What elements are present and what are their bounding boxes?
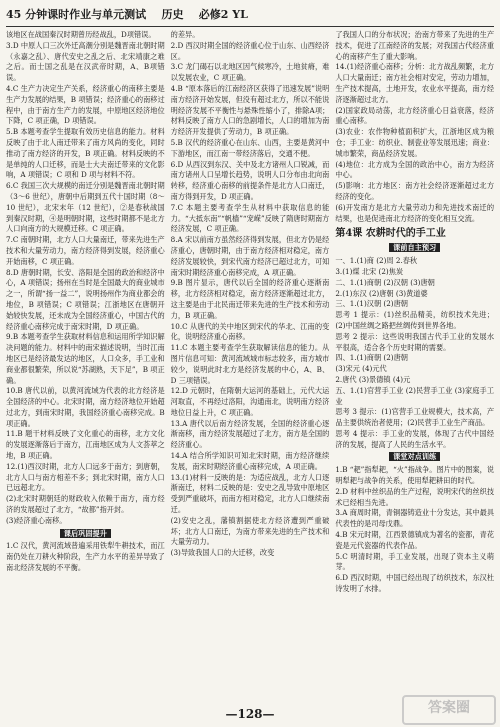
edition-label: 必修2 YL [198,8,248,21]
answer-paragraph: 三、1.(1)汉朝 (2)唐朝 [335,299,408,309]
answer-paragraph: 7.C 本题主要考查学生从材料中获取信息的能力。“大抵东南”“帆樯”“宠嵘”反映了隋唐时期南方经济发展，C 项正确。 [170,202,330,234]
answer-paragraph: (3)经济重心南移。 [6,515,67,525]
column-left [6,30,165,695]
answer-paragraph: 2.D 材料中丝织品的生产过程，说明宋代的丝织技术已经相当先进。 [335,486,495,507]
answer-paragraph: 思考 2 提示：这些说明我国古代手工业的发展水平很高，适合各个历史时期的需要。 [335,331,495,352]
answer-paragraph: (6)开发南方是北方大量劳动力和先进技术南迁的结果，也是促进南北方经济的变化相互交流。 [335,202,495,223]
answer-paragraph: 3.D 中原人口三次外迁高潮分别是魏晋南北朝时期（永嘉之乱）、唐代安史之乱之后、北宋靖康之难之后。而士国之乱是在汉武帝时期，A、B项错误。 [6,40,165,83]
page-number: —128— [225,707,275,721]
answer-paragraph: 思考 3 提示：(1)官营手工业规模大，技术高，产品主要供统治者使用；(2)民营手工业生产商品。 [335,407,495,428]
answer-paragraph: 思考 4 提示：手工业的发展，体现了古代中国经济的发展，提高了人民的生活水平。 [335,428,495,449]
answer-paragraph: 6.D 从西汉到东汉、关中及北方诸州人口锐减，而南方诸州人口呈增长趋势，说明人口分布由北向南转移，经济重心南移的前提条件是北方人口南迁，南方得到开发，D 项正确。 [170,159,330,201]
answer-paragraph: 2.(1)东汉 (2)唐朝 (3)黄道婆 [335,288,428,298]
answer-paragraph: 了我国人口的分布状况；治南方带来了先进的生产技术，促进了江南经济的发展；对我国古代经济重心的南移产生了重大影响。 [335,30,495,61]
answer-paragraph: 1.B “耙”指犁耙，“火”指战争。图片中的图案，说明犁耙与战争的关系，使用犁耙耕田的时代。 [335,465,495,486]
answer-paragraph: 4.C 生产力决定生产关系，经济重心的南移主要是生产力发展的结果，B 项错误；经济重心的南移过程中，由于南方生产力的发展，中原地区经济地位下降，C 项正确，D 项错误。 [6,83,165,126]
answer-paragraph: 的差异。 [170,30,200,39]
book-title: 45 分钟课时作业与单元测试 [6,8,147,21]
answer-paragraph: 3.(1)煤 北宋 (2)焦炭 [335,266,404,276]
answer-paragraph: (2)北宋时期朝廷的财政收入依赖于南方，南方经济的发展超过了北方，“故都”指开封。 [6,494,165,515]
section-heading: 课堂对点训练 [335,452,494,463]
answer-paragraph: 2.唐代 (3)景德镇 (4)元 [335,374,411,384]
answer-paragraph: (3)宋元 (4)元代 [335,364,387,374]
answer-paragraph: 14.A 结合所学知识可知北宋时期，南方经济继续发展，南宋时期经济重心南移完成，A 项正确。 [170,451,330,471]
answer-paragraph: 7.C 南朝时期，北方人口大量南迁，带来先进生产技术和大量劳动力，南方经济得到发展，经济重心开始南移，C 项正确。 [6,235,165,266]
answer-paragraph: (3)导致我国人口的大迁移，改变 [170,548,275,558]
answer-paragraph: 6.D 西汉时期，中国已经出现了纺织技术，东汉杜诗发明了水排。 [335,573,495,594]
answer-paragraph: 一、1.(1)商 (2)周 2.春秋 [335,256,418,266]
answer-paragraph: 11.B 题干材料反映了文化重心的南移，北方文化的发展逐渐落后于南方，江南地区成为人文荟萃之地，B 项正确。 [6,429,165,461]
answer-paragraph: 10.C 从唐代的关中地区到宋代的华北、江南的变化，说明经济重心南移。 [170,321,330,342]
answer-paragraph: 5.B 本题考查学生提取有效历史信息的能力。材料反映了由于北人南迁带来了南方风尚的变化，同时推动了南方经济的开发，B 项正确。材料反映的不是单纯的人口迁移，而是士大夫南迁带来的文化影响，A 项错误；C 项和 D 项与材料不符。 [6,127,165,180]
answer-paragraph: 12.(1)西汉时期，北方人口远多于南方；到唐朝，北方人口与南方相差不多；到北宋时期，南方人口已远超北方。 [6,461,165,493]
answer-paragraph: (3)农业：农作物种植面积扩大，江浙地区成为粮仓；手工业：纺织业、制瓷业等发展迅速；商业：城市繁荣，商品经济发展。 [335,127,495,158]
answer-paragraph: (2)国家政局动荡，北方经济重心日益衰落，经济重心南移。 [335,105,495,126]
answer-paragraph: 13.(1)材料一反映的是：为适应战乱，北方人口逐渐南迁，材料二反映的是：安史之乱导致中原地区受到严重破坏，而南方相对稳定，北方人口继续南迁。 [170,472,330,515]
lesson-title: 第4课 农耕时代的手工业 [335,228,446,240]
answer-paragraph: 11.C 本题主要考查学生获取解读信息的能力。从图片信息可知：黄河流域城市标志较多，南方城市较少，说明此时北方是经济发展的中心，A、B、D 三项错误。 [170,343,330,385]
column-right [335,30,494,695]
section-heading: 课前自主预习 [335,243,494,254]
answer-paragraph: 五、1.(1)官营手工业 (2)民营手工业 (3)家庭手工业 [335,385,495,406]
answer-paragraph: 4.B “原本落后的江南经济区获得了迅速发展”说明南方经济开始发展，但没有超过北方，所以不能说明经济发展不平衡性与悬殊性缩小了，排除A项；材料反映了南方人口的急剧增长，人口的增加为南方经济开发提供了劳动力，B 项正确。 [170,83,330,137]
answer-paragraph: 4.B 宋元时期，江西景德镇成为著名的瓷都，青花瓷是元代瓷器的代表作品。 [335,530,495,550]
column-middle [171,30,330,695]
answer-paragraph: (4)地位：北方成为全国的政治中心，南方为经济中心。 [335,159,495,180]
answer-paragraph: 10.B 唐代以前，以黄河流域为代表的北方经济是全国经济的中心。北宋时期，南方经济地位开始超过北方，到南宋时期，我国经济重心南移完成。B 项正确。 [6,386,165,428]
answer-paragraph: 9.B 本题考查学生获取材料信息和运用所学知识解决问题的能力。材料中的南宋描述说明，当时江南地区已是经济最发达的地区，人口众多，手工业和商业都很繁荣，所以说“苏湖熟，天下足”，B 项正确。 [6,332,165,385]
answer-paragraph: 3.C 龙门碣石以北地区因气候寒冷，土地贫瘠，难以发展农业，C 项正确。 [170,62,330,83]
answer-paragraph: 8.A 宋以前南方虽然经济得到发展，但北方仍是经济重心，唐朝时期，由于南方经济相对稳定，南方经济发展较快，到宋代南方经济已超过北方，可知南宋时期经济重心南移完成，A 项正确。 [170,235,330,277]
watermark-logo: 答案圈 [402,695,496,725]
answer-paragraph: 思考 1 提示：(1)丝织品精美，纺织技术先进；(2)中国丝绸之路把丝绸传到世界各地。 [335,310,495,330]
answer-paragraph: 14.(1)经济重心南移；分析：北方战乱频繁，北方人口大量南迁；南方社会相对安定，劳动力增加，生产技术提高，土地开发，农业水平提高，南方经济逐渐超过北方。 [335,62,495,104]
answer-paragraph: 8.D 唐朝时期，长安、洛阳是全国的政治和经济中心，A 项错误；扬州在当时是全国最大的商业城市之一，所谓“扬一益二”，说明扬州作为商业都会的地位，B 项错误；C 项错误；江浙地区在唐朝开始较快发展，还未成为全国经济重心，中国古代的经济重心南移完成于南宋时期，D 项正确。 [6,267,165,331]
answer-paragraph: 5.C 明清时期，手工业发展，出现了资本主义萌芽。 [335,551,495,572]
section-heading: 课后巩固提升 [6,529,165,540]
content-columns [6,30,494,695]
subject-label: 历史 [161,8,184,21]
answer-paragraph: 二、1.(1)商朝 (2)汉朝 (3)唐朝 [335,277,435,287]
page-header [6,4,494,27]
answer-paragraph: 2.D 西汉时期全国的经济重心位于山东、山西经济区。 [170,40,330,61]
answer-paragraph: 9.B 图片显示，唐代以后全国的经济重心逐渐南移，北方经济相对稳定，南方经济逐渐超过北方，这主要是由于北民南迁带来先进的生产技术和劳动力，B 项正确。 [170,278,330,320]
answer-paragraph: 5.B 汉代的经济重心在山东、山西，主要是黄河中下游地区，而江南一带经济落后，交通不便。 [170,137,330,158]
answer-paragraph: 该地区在战国秦汉时期曾历经战乱，D项错误。 [6,30,156,39]
answer-paragraph: (5)影响：北方地区：南方社会经济逐渐超过北方经济的变化。 [335,181,495,201]
answer-paragraph: 3.A 商周时期，青铜器铸造业十分发达，其中最具代表性的是司母戊鼎。 [335,508,495,529]
answer-paragraph: 12.D 元朝时，在隋朝大运河的基础上，元代大运河取直，不再经过洛阳，沟通南北，说明南方经济地位日益上升，C 项正确。 [170,386,330,417]
answer-paragraph: 13.A 唐代以后南方经济发展，全国的经济重心逐渐南移，南方经济发展超过了北方，南方是全国的经济重心。 [170,418,330,450]
answer-paragraph: (2)安史之乱，藩镇割据使北方经济遭到严重破坏；北方人口南迁，为南方带来先进的生产技术和大量劳动力。 [170,515,330,547]
answer-paragraph: 四、1.(1)商朝 (2)唐朝 [335,353,408,363]
answer-paragraph: 1.C 汉代，黄河流域普遍采用铁犁牛耕技术，而江南仍处在刀耕火种阶段，生产力水平的差异导致了南北经济发展的不平衡。 [6,541,165,573]
answer-paragraph: 6.C 我国三次大规模的南迁分别是魏晋南北朝时期（3～6 世纪），唐朝中后期到五代十国时期（8～10 世纪），北宋末年（12 世纪），②是春秋战国到秦汉时期，④是明朝时期，这些时期都不是北方人口向南方的大规模迁移。C 项正确。 [6,181,165,234]
